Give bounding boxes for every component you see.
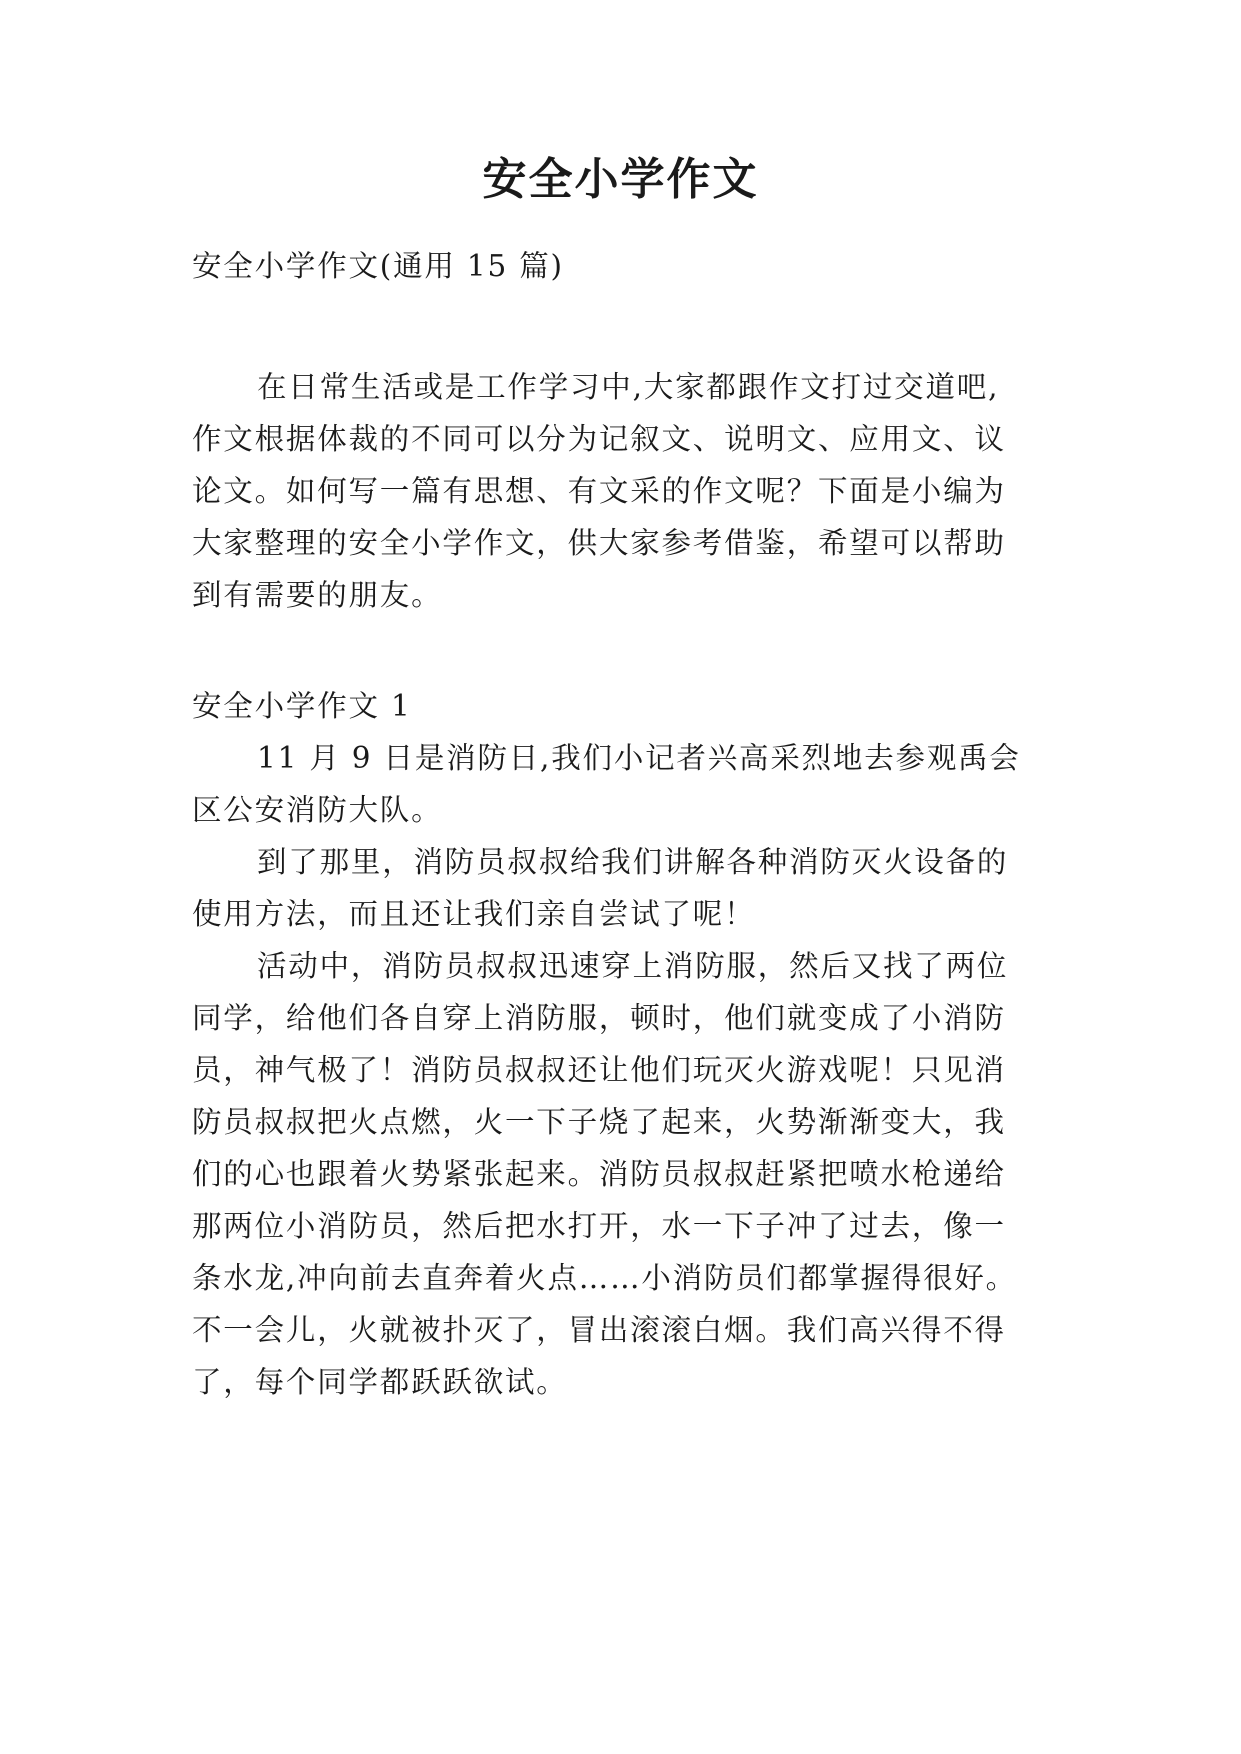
body-line: 区公安消防大队。 (192, 793, 443, 827)
intro-line: 到有需要的朋友。 (192, 578, 443, 612)
body-line: 了，每个同学都跃跃欲试。 (192, 1365, 568, 1399)
body-line: 到了那里，消防员叔叔给我们讲解各种消防灭火设备的 (257, 845, 1009, 879)
body-line: 防员叔叔把火点燃，火一下子烧了起来，火势渐渐变大，我 (192, 1105, 1006, 1139)
intro-line: 作文根据体裁的不同可以分为记叙文、说明文、应用文、议 (192, 422, 1006, 456)
intro-line: 在日常生活或是工作学习中,大家都跟作文打过交道吧, (257, 370, 1000, 404)
body-line: 活动中，消防员叔叔迅速穿上消防服，然后又找了两位 (257, 949, 1009, 983)
page-title: 安全小学作文 (482, 154, 759, 205)
body-line: 那两位小消防员，然后把水打开，水一下子冲了过去，像一 (192, 1209, 1006, 1243)
body-line: 们的心也跟着火势紧张起来。消防员叔叔赶紧把喷水枪递给 (192, 1157, 1006, 1191)
body-line: 11 月 9 日是消防日,我们小记者兴高采烈地去参观禹会 (257, 741, 1021, 775)
document-subtitle: 安全小学作文(通用 15 篇) (192, 249, 564, 283)
body-line: 使用方法，而且还让我们亲自尝试了呢！ (192, 897, 756, 931)
section-heading: 安全小学作文 1 (192, 689, 412, 723)
body-line: 不一会儿，火就被扑灭了，冒出滚滚白烟。我们高兴得不得 (192, 1313, 1006, 1347)
intro-line: 大家整理的安全小学作文，供大家参考借鉴，希望可以帮助 (192, 526, 1006, 560)
body-line: 条水龙,冲向前去直奔着火点……小消防员们都掌握得很好。 (192, 1261, 1017, 1295)
body-line: 同学，给他们各自穿上消防服，顿时，他们就变成了小消防 (192, 1001, 1006, 1035)
body-line: 员，神气极了！消防员叔叔还让他们玩灭火游戏呢！只见消 (192, 1053, 1006, 1087)
intro-line: 论文。如何写一篇有思想、有文采的作文呢？下面是小编为 (192, 474, 1006, 508)
